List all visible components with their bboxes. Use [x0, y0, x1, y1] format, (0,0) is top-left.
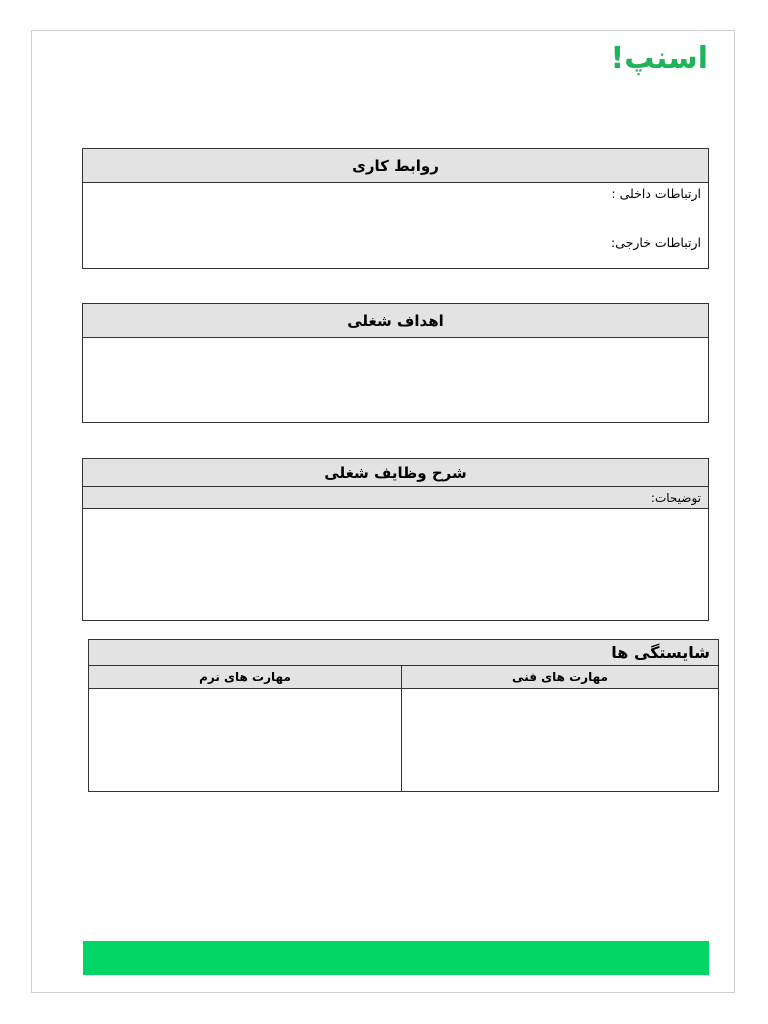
job-duties-notes-label: توضیحات: — [83, 487, 708, 509]
job-goals-title: اهداف شغلی — [83, 304, 708, 338]
competencies-body — [89, 689, 718, 791]
job-duties-body — [83, 509, 708, 619]
technical-skills-header: مهارت های فنی — [402, 666, 718, 688]
job-duties-table — [82, 458, 709, 621]
snapp-logo: اسنپ! — [610, 41, 708, 76]
soft-skills-header: مهارت های نرم — [89, 666, 402, 688]
soft-skills-cell — [89, 689, 402, 791]
competencies-column-headers — [89, 666, 718, 689]
work-relations-table — [82, 148, 709, 269]
internal-relations-label: ارتباطات داخلی : — [611, 186, 701, 201]
footer-green-bar — [83, 941, 709, 975]
job-goals-body — [83, 338, 708, 422]
competencies-table — [88, 639, 719, 792]
job-duties-title: شرح وظایف شغلی — [83, 459, 708, 487]
job-goals-table — [82, 303, 709, 423]
technical-skills-cell — [402, 689, 718, 791]
competencies-title: شایستگی ها — [89, 640, 718, 666]
external-relations-label: ارتباطات خارجی: — [611, 235, 701, 250]
work-relations-title: روابط کاری — [83, 149, 708, 183]
